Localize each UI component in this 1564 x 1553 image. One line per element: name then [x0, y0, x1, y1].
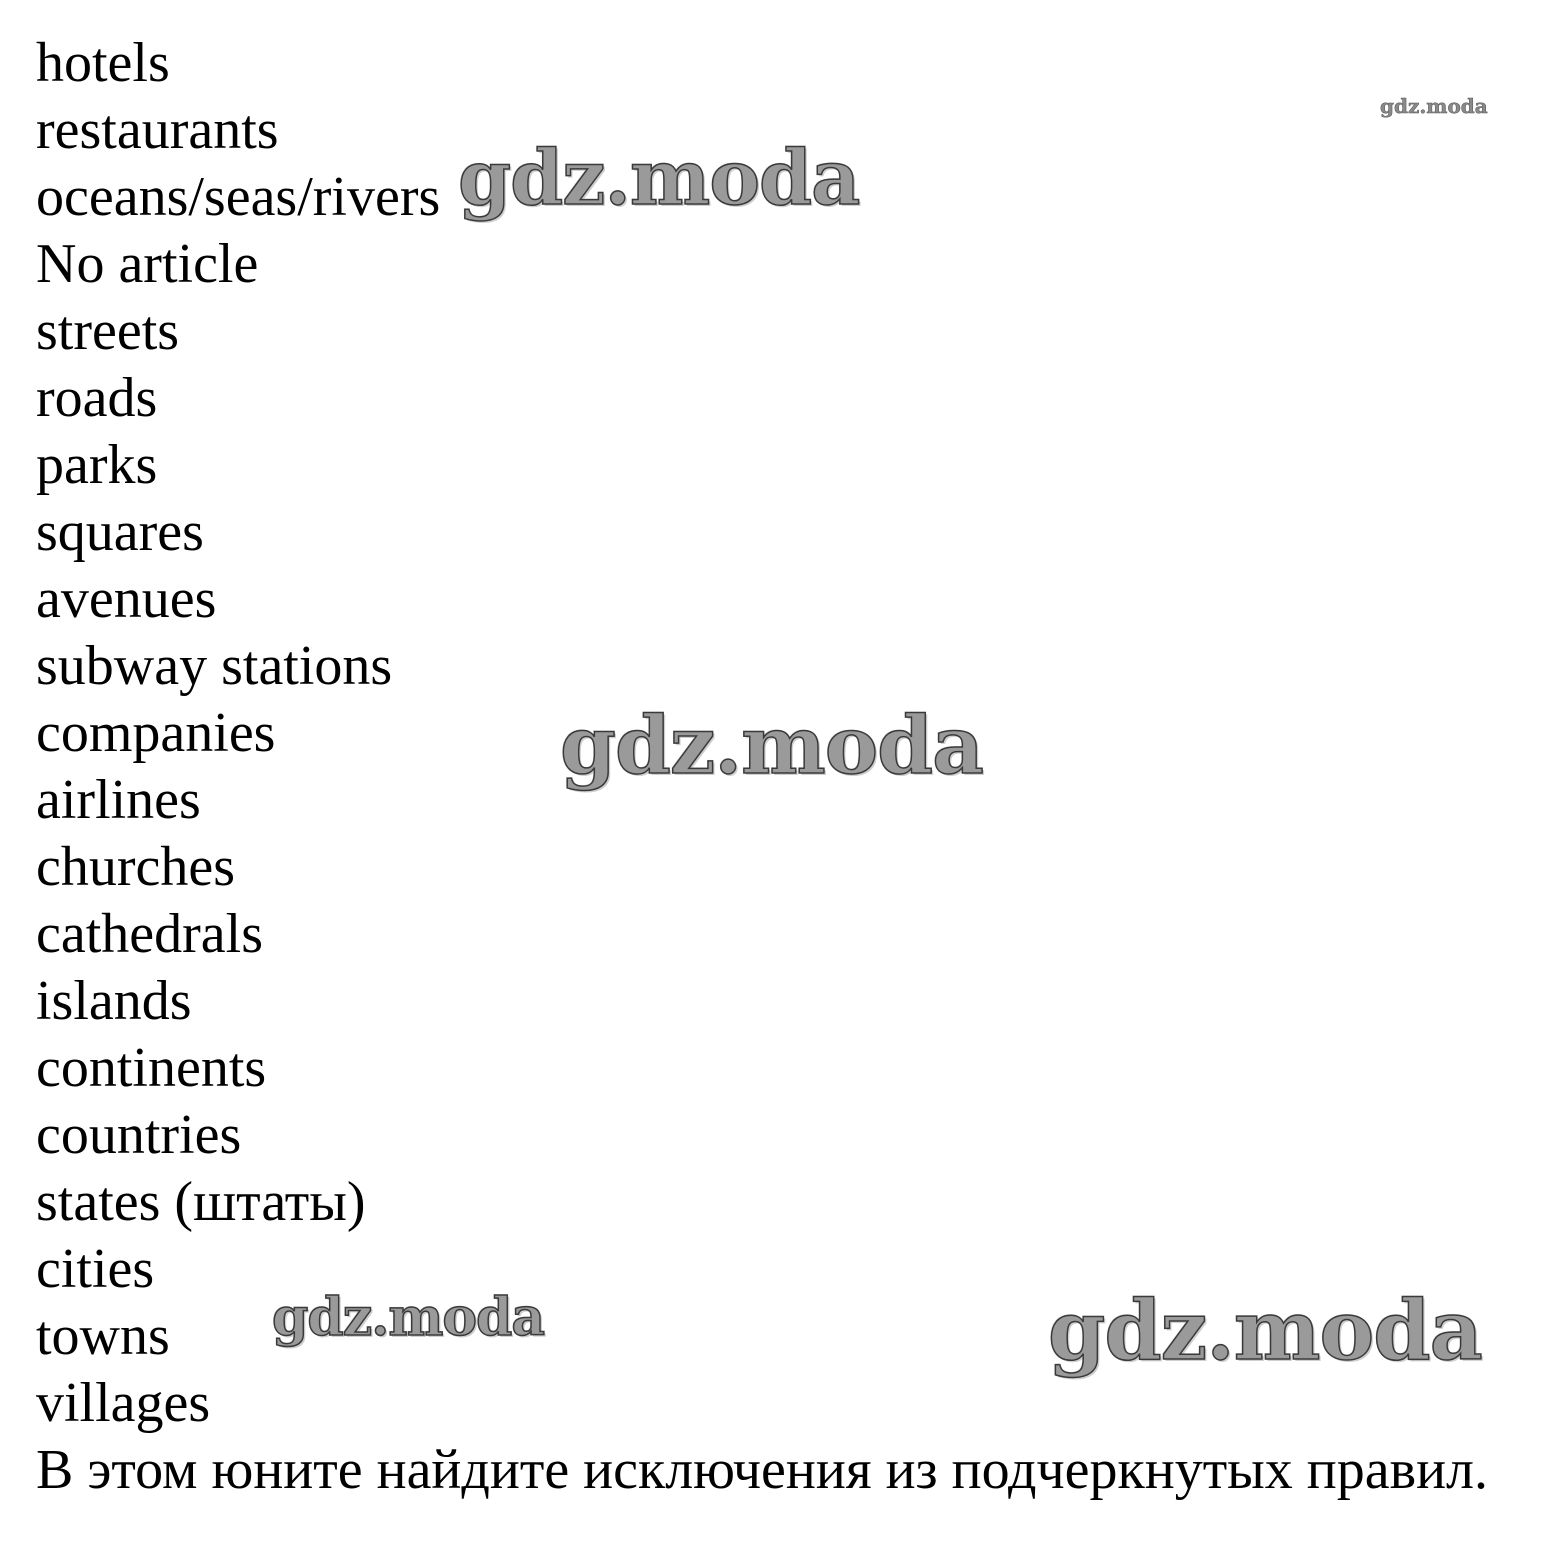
text-line: churches	[36, 836, 236, 898]
watermark-small: gdz.moda	[1380, 94, 1488, 118]
watermark: gdz.moda	[458, 133, 860, 222]
section-heading: No article	[36, 233, 259, 295]
text-line: states (штаты)	[36, 1171, 366, 1233]
text-line: streets	[36, 300, 180, 362]
text-line: continents	[36, 1037, 267, 1099]
text-line: cathedrals	[36, 903, 263, 965]
text-line: roads	[36, 367, 158, 429]
text-line: oceans/seas/rivers	[36, 166, 441, 228]
watermark: gdz.moda	[1048, 1283, 1482, 1379]
text-line: squares	[36, 501, 204, 563]
text-line: airlines	[36, 769, 201, 831]
text-line: countries	[36, 1104, 242, 1166]
watermark: gdz.moda	[560, 698, 983, 792]
instruction-line: В этом юните найдите исключения из подчеркнутых правил.	[36, 1439, 1488, 1501]
text-line: parks	[36, 434, 158, 496]
text-line: restaurants	[36, 99, 279, 161]
text-line: villages	[36, 1372, 211, 1434]
watermark: gdz.moda	[272, 1287, 545, 1348]
text-line: islands	[36, 970, 192, 1032]
text-line: subway stations	[36, 635, 393, 697]
text-line: avenues	[36, 568, 217, 630]
text-line: towns	[36, 1305, 170, 1367]
text-line: hotels	[36, 32, 170, 94]
text-line: cities	[36, 1238, 155, 1300]
text-line: companies	[36, 702, 276, 764]
